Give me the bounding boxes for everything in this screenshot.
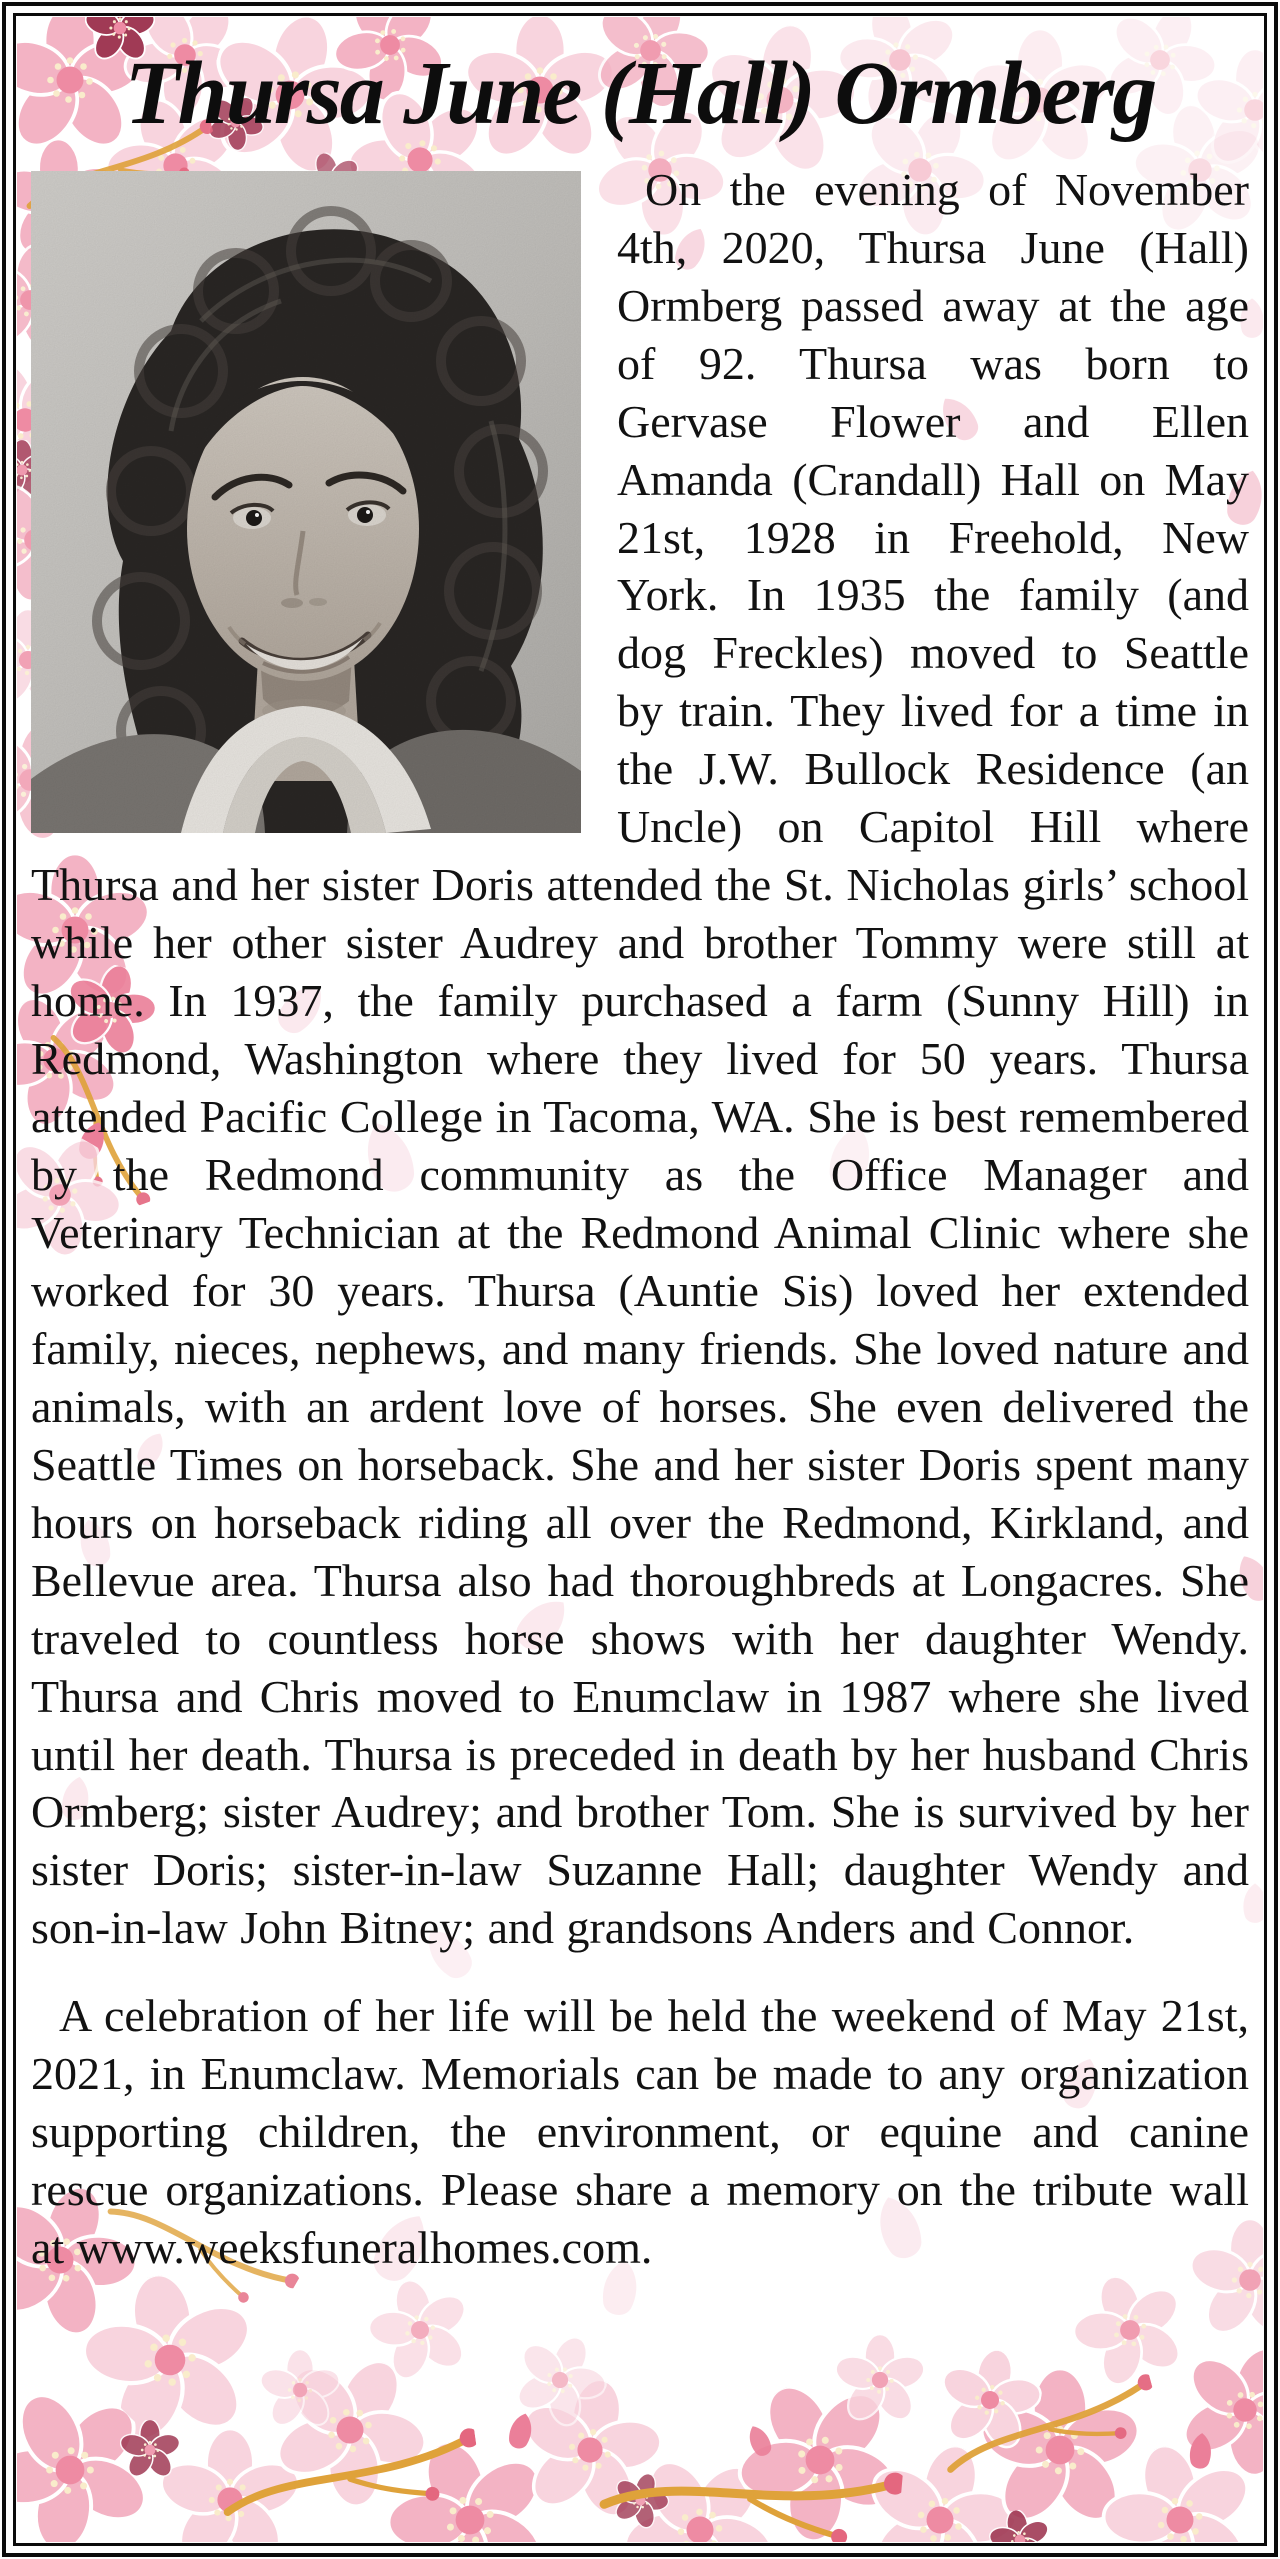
portrait-photo-illustration xyxy=(31,171,581,833)
obituary-text xyxy=(31,161,1249,2277)
obituary-paragraph-1: On the evening of November 4th, 2020, Thursa June (Hall) Ormberg passed away at the age of 92. Thursa was born to Gervase Flower and Ellen Amanda (Crandall) Hall on May 21st, 1928 in Freehold, New York. In 1935 the family (and dog Freckles) moved to Seattle by train. They lived for a time in the J.W. Bullock Residence (an Uncle) on Capitol Hill where Thursa and her sister Doris attended the St. Nicholas girls’ school while her other sister Audrey and brother Tommy were still at home. In 1937, the family purchased a farm (Sunny Hill) in Redmond, Washington where they lived for 50 years. Thursa attended Pacific College in Tacoma, WA. She is best remembered by the Redmond community as the Office Manager and Veterinary Technician at the Redmond Animal Clinic where she worked for 30 years. Thursa (Auntie Sis) loved her extended family, nieces, nephews, and many friends. She loved nature and animals, with an ardent love of horses. She even delivered the Seattle Times on horseback. She and her sister Doris spent many hours on horseback riding all over the Redmond, Kirkland, and Bellevue area. Thursa also had thoroughbreds at Longacres. She traveled to countless horse shows with her daughter Wendy. Thursa and Chris moved to Enumclaw in 1987 where she lived until her death. Thursa is preceded in death by her husband Chris Ormberg; sister Audrey; and brother Tom. She is survived by her sister Doris; sister-in-law Suzanne Hall; daughter Wendy and son-in-law John Bitney; and grandsons Anders and Connor. xyxy=(31,163,1249,1954)
portrait-photo xyxy=(31,171,581,833)
obituary-paragraph-2: A celebration of her life will be held the weekend of May 21st, 2021, in Enumclaw. Memorials can be made to any organization supporting children, the environment, or equine and canine rescue organizations. Please share a memory on the tribute wall at www.weeksfuneralhomes.com. xyxy=(31,1990,1249,2274)
obituary-content xyxy=(16,16,1264,2543)
page-title: Thursa June (Hall) Ormberg xyxy=(124,44,1156,143)
